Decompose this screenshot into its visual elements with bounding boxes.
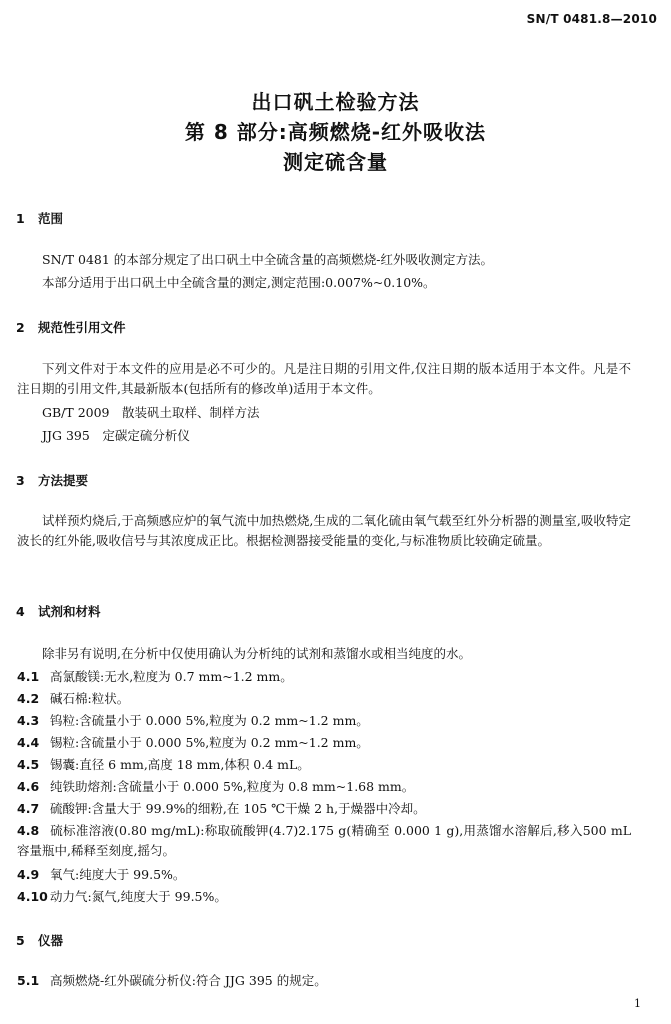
item-text: 氧气:纯度大于 99.5%。 bbox=[50, 867, 186, 882]
title-line-2: 第 8 部分:高频燃烧-红外吸收法 bbox=[184, 120, 487, 144]
item-number: 4.6 bbox=[17, 779, 40, 794]
section-4-heading bbox=[16, 602, 101, 620]
item-number: 4.4 bbox=[17, 735, 40, 750]
item-number: 5.1 bbox=[17, 973, 40, 988]
list-item bbox=[17, 865, 185, 885]
list-item bbox=[17, 755, 310, 775]
title-line-1: 出口矾土检验方法 bbox=[251, 90, 420, 114]
item-text: 锡囊:直径 6 mm,高度 18 mm,体积 0.4 mL。 bbox=[50, 757, 310, 772]
section-number: 3 bbox=[16, 473, 25, 488]
item-number: 4.2 bbox=[17, 691, 40, 706]
item-text: 纯铁助熔剂:含硫量小于 0.000 5%,粒度为 0.8 mm~1.68 mm。 bbox=[50, 779, 415, 794]
section-number: 2 bbox=[16, 320, 25, 335]
item-number: 4.10 bbox=[17, 889, 48, 904]
section-title: 试剂和材料 bbox=[38, 604, 101, 619]
item-text: 高频燃烧-红外碳硫分析仪:符合 JJG 395 的规定。 bbox=[50, 973, 327, 988]
item-number: 4.9 bbox=[17, 867, 40, 882]
item-text: 钨粒:含硫量小于 0.000 5%,粒度为 0.2 mm~1.2 mm。 bbox=[50, 713, 369, 728]
item-text: 锡粒:含硫量小于 0.000 5%,粒度为 0.2 mm~1.2 mm。 bbox=[50, 735, 369, 750]
section-title: 方法提要 bbox=[38, 473, 89, 488]
list-item bbox=[17, 821, 631, 861]
section-3-heading bbox=[16, 471, 88, 489]
item-number: 4.1 bbox=[17, 669, 40, 684]
list-item bbox=[17, 667, 293, 687]
title-line-3: 测定硫含量 bbox=[283, 150, 388, 174]
list-item bbox=[17, 711, 369, 731]
item-text: 硫酸钾:含量大于 99.9%的细粉,在 105 ℃干燥 2 h,于燥器中冷却。 bbox=[50, 801, 426, 816]
item-number: 4.3 bbox=[17, 713, 40, 728]
item-number: 4.7 bbox=[17, 801, 40, 816]
section-title: 规范性引用文件 bbox=[38, 320, 126, 335]
section-3-paragraph: 试样预灼烧后,于高频感应炉的氧气流中加热燃烧,生成的二氧化硫由氧气载至红外分析器的测量室,吸收特定波长的红外能,吸收信号与其浓度成正比。根据检测器接受能量的变化,与标准物质比较确定硫量。 bbox=[17, 513, 631, 548]
section-1-paragraph-2: 本部分适用于出口矾土中全硫含量的测定,测定范围:0.007%~0.10%。 bbox=[42, 275, 436, 290]
section-number: 4 bbox=[16, 604, 25, 619]
list-item bbox=[17, 799, 426, 819]
item-text: 高氯酸镁:无水,粒度为 0.7 mm~1.2 mm。 bbox=[50, 669, 293, 684]
standard-number: SN/T 0481.8—2010 bbox=[526, 12, 657, 26]
list-item bbox=[17, 777, 414, 797]
section-number: 5 bbox=[16, 933, 25, 948]
reference-gbt-2009: GB/T 2009 散装矾土取样、制样方法 bbox=[42, 405, 260, 420]
section-1-heading bbox=[16, 209, 63, 227]
item-text: 动力气:氮气,纯度大于 99.5%。 bbox=[50, 889, 227, 904]
item-text: 硫标准溶液(0.80 mg/mL):称取硫酸钾(4.7)2.175 g(精确至 0.000 1 g),用蒸馏水溶解后,移入500 mL 容量瓶中,稀释至刻度,摇匀。 bbox=[17, 823, 631, 858]
section-5-heading bbox=[16, 931, 63, 949]
list-item bbox=[17, 689, 129, 709]
page-number: 1 bbox=[634, 997, 641, 1010]
item-number: 4.8 bbox=[17, 823, 40, 838]
section-2-paragraph: 下列文件对于本文件的应用是必不可少的。凡是注日期的引用文件,仅注日期的版本适用于本文件。凡是不注日期的引用文件,其最新版本(包括所有的修改单)适用于本文件。 bbox=[17, 361, 631, 396]
item-number: 4.5 bbox=[17, 757, 40, 772]
list-item bbox=[17, 733, 369, 753]
list-item bbox=[17, 887, 227, 907]
section-2-heading bbox=[16, 318, 126, 336]
section-title: 范围 bbox=[38, 211, 64, 226]
section-title: 仪器 bbox=[38, 933, 64, 948]
section-1-paragraph-1: SN/T 0481 的本部分规定了出口矾土中全硫含量的高频燃烧-红外吸收测定方法。 bbox=[42, 252, 494, 267]
reference-jjg-395: JJG 395 定碳定硫分析仪 bbox=[42, 428, 190, 443]
section-number: 1 bbox=[16, 211, 25, 226]
section-4-intro: 除非另有说明,在分析中仅使用确认为分析纯的试剂和蒸馏水或相当纯度的水。 bbox=[42, 646, 471, 661]
item-text: 碱石棉:粒状。 bbox=[50, 691, 130, 706]
list-item bbox=[17, 971, 327, 991]
